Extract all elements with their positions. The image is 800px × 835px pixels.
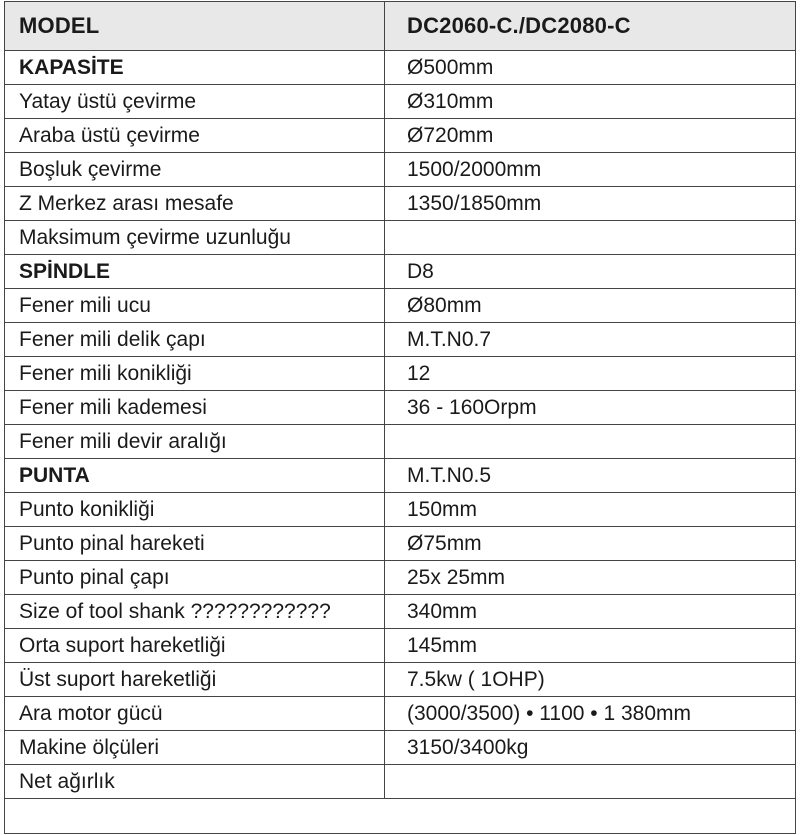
- row-label: Punto pinal çapı: [5, 561, 385, 595]
- row-value: M.T.N0.5: [385, 459, 796, 493]
- table-row: [5, 255, 796, 289]
- table-footer-row: [5, 799, 796, 834]
- row-label: Maksimum çevirme uzunluğu: [5, 221, 385, 255]
- row-label: PUNTA: [5, 459, 385, 493]
- table-row: [5, 561, 796, 595]
- table-row: [5, 119, 796, 153]
- row-value: Ø310mm: [385, 85, 796, 119]
- row-label: Ara motor gücü: [5, 697, 385, 731]
- table-row: [5, 731, 796, 765]
- row-label: Yatay üstü çevirme: [5, 85, 385, 119]
- row-value: [385, 221, 796, 255]
- row-label: Fener mili delik çapı: [5, 323, 385, 357]
- row-value: [385, 765, 796, 799]
- row-label: Orta suport hareketliği: [5, 629, 385, 663]
- row-value: Ø500mm: [385, 51, 796, 85]
- row-label: Makine ölçüleri: [5, 731, 385, 765]
- row-value: D8: [385, 255, 796, 289]
- table-row: [5, 391, 796, 425]
- row-value: [385, 425, 796, 459]
- row-label: Araba üstü çevirme: [5, 119, 385, 153]
- row-value: 1350/1850mm: [385, 187, 796, 221]
- row-value: 25x 25mm: [385, 561, 796, 595]
- row-value: 150mm: [385, 493, 796, 527]
- row-value: M.T.N0.7: [385, 323, 796, 357]
- row-label: Z Merkez arası mesafe: [5, 187, 385, 221]
- table-row: [5, 153, 796, 187]
- table-row: [5, 323, 796, 357]
- row-label: Punto pinal hareketi: [5, 527, 385, 561]
- row-value: 12: [385, 357, 796, 391]
- row-label: Fener mili devir aralığı: [5, 425, 385, 459]
- empty-footer-cell: [5, 799, 796, 834]
- row-label: KAPASİTE: [5, 51, 385, 85]
- row-value: (3000/3500) • 1100 • 1 380mm: [385, 697, 796, 731]
- row-value: Ø720mm: [385, 119, 796, 153]
- table-header-row: [5, 2, 796, 51]
- row-value: 145mm: [385, 629, 796, 663]
- row-value: 340mm: [385, 595, 796, 629]
- row-value: 1500/2000mm: [385, 153, 796, 187]
- table-row: [5, 221, 796, 255]
- row-label: Üst suport hareketliği: [5, 663, 385, 697]
- table-row: [5, 629, 796, 663]
- row-label: Fener mili konikliği: [5, 357, 385, 391]
- row-value: Ø80mm: [385, 289, 796, 323]
- header-label: MODEL: [5, 2, 385, 51]
- table-row: [5, 527, 796, 561]
- table-row: [5, 459, 796, 493]
- row-label: SPİNDLE: [5, 255, 385, 289]
- row-label: Punto konikliği: [5, 493, 385, 527]
- spec-table-body: [5, 51, 796, 834]
- row-value: 36 - 160Orpm: [385, 391, 796, 425]
- table-row: [5, 425, 796, 459]
- row-label: Fener mili ucu: [5, 289, 385, 323]
- table-row: [5, 493, 796, 527]
- table-row: [5, 85, 796, 119]
- table-row: [5, 663, 796, 697]
- table-row: [5, 697, 796, 731]
- row-label: Boşluk çevirme: [5, 153, 385, 187]
- row-label: Net ağırlık: [5, 765, 385, 799]
- table-row: [5, 51, 796, 85]
- row-value: 7.5kw ( 1OHP): [385, 663, 796, 697]
- table-row: [5, 357, 796, 391]
- row-value: 3150/3400kg: [385, 731, 796, 765]
- row-label: Fener mili kademesi: [5, 391, 385, 425]
- header-value: DC2060-C./DC2080-C: [385, 2, 796, 51]
- table-row: [5, 187, 796, 221]
- table-row: [5, 595, 796, 629]
- table-row: [5, 765, 796, 799]
- table-row: [5, 289, 796, 323]
- row-label: Size of tool shank ????????????: [5, 595, 385, 629]
- row-value: Ø75mm: [385, 527, 796, 561]
- spec-table: [4, 1, 796, 834]
